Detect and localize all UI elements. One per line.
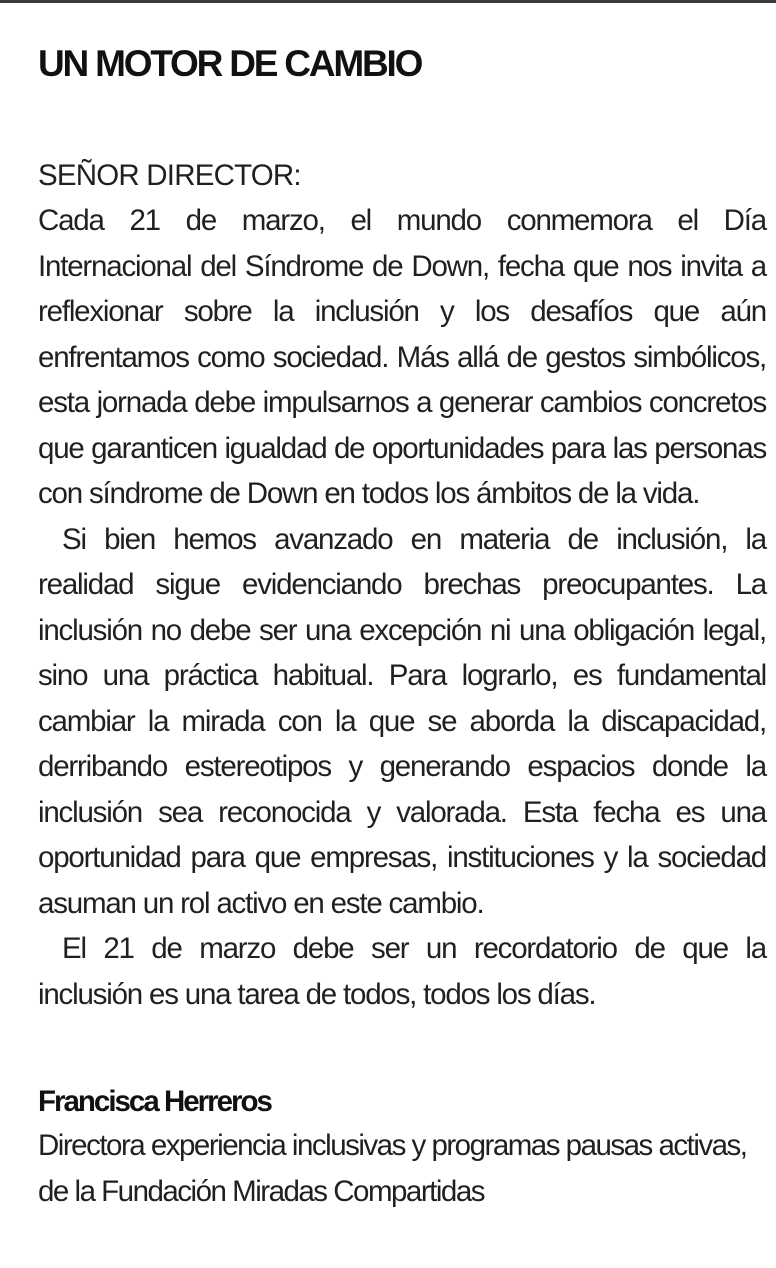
letter-paragraph-2: Si bien hemos avanzado en materia de inclusión, la realidad sigue evidenciando brechas preocupantes. La inclusión no debe ser una excepción ni una obligación legal, sino una práctica habitual. Para lograrlo, es fundamental cambiar la mirada con la que se aborda la discapacidad, derribando estereotipos y generando espacios donde la inclusión sea reconocida y valorada. Esta fecha es una oportunidad para que empresas, instituciones y la sociedad asuman un rol activo en este cambio. — [38, 522, 766, 920]
letter-paragraph-1: Cada 21 de marzo, el mundo conmemora el Día Internacional del Síndrome de Down, fecha que nos invita a reflexionar sobre la inclusión y los desafíos que aún enfrentamos como sociedad. Más allá de gestos simbólicos, esta jornada debe impulsarnos a generar cambios concretos que garanticen igualdad de oportunidades para las personas con síndrome de Down en todos los ámbitos de la vida. — [38, 204, 766, 510]
letter-paragraph-3: El 21 de marzo debe ser un recordatorio de que la inclusión es una tarea de todos, todos los días. — [38, 932, 766, 1011]
letter-article — [38, 40, 766, 1215]
top-divider — [0, 0, 776, 3]
letter-salutation: SEÑOR DIRECTOR: — [38, 159, 301, 192]
letter-author: Francisca Herreros — [38, 1085, 271, 1118]
letter-author-role: Directora experiencia inclusivas y programas pausas activas, de la Fundación Miradas Compartidas — [38, 1129, 747, 1208]
letter-headline: UN MOTOR DE CAMBIO — [38, 43, 422, 84]
